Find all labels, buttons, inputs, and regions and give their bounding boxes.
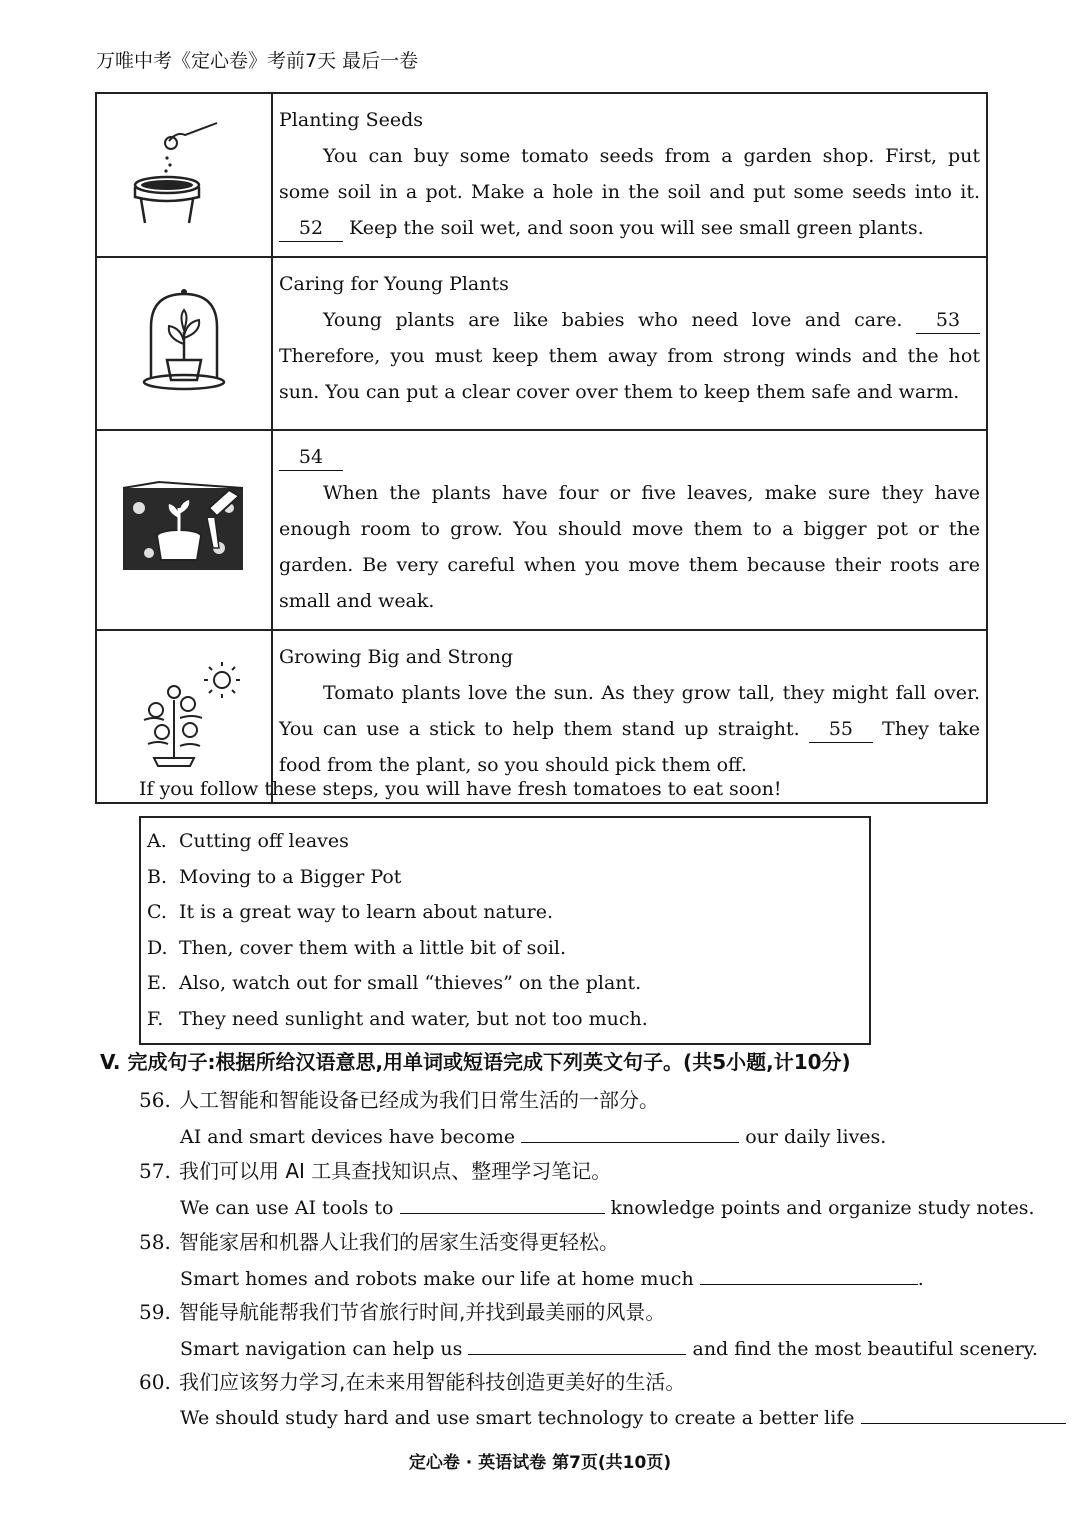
- answer-line-60: We should study hard and use smart technology to create a better life: [180, 1403, 1066, 1429]
- question-57: 57. 我们可以用 AI 工具查找知识点、整理学习笔记。: [139, 1159, 612, 1183]
- step-image-cell: [96, 93, 272, 257]
- page-footer: 定心卷 · 英语试卷 第7页(共10页): [408, 1453, 672, 1473]
- step-row: [96, 430, 987, 630]
- step-paragraph: When the plants have four or five leaves, make sure they have enough room to grow. You should move them to a bigger pot or the garden. Be very careful when you move them because their roots are small and weak.: [279, 482, 980, 612]
- option-item: D. Then, cover them with a little bit of soil.: [147, 936, 567, 959]
- transplant-icon: [119, 478, 249, 578]
- step-paragraph: Tomato plants love the sun. As they grow tall, they might fall over. You can use a stick to help them stand up straight. 55 They take food from the plant, so you should pick them off.: [279, 682, 980, 776]
- option-item: A. Cutting off leaves: [147, 830, 349, 852]
- answer-blank[interactable]: [521, 1122, 739, 1143]
- answer-line-56: AI and smart devices have become our daily lives.: [180, 1122, 886, 1148]
- answer-blank[interactable]: [700, 1264, 918, 1285]
- step-image-cell: [96, 257, 272, 430]
- seed-pot-icon: [129, 113, 239, 233]
- step-title: Planting Seeds: [279, 109, 423, 131]
- step-text-cell: [272, 430, 987, 630]
- blank-54[interactable]: 54: [279, 444, 343, 471]
- step-text-cell: [272, 93, 987, 257]
- step-title: [279, 439, 980, 475]
- answer-line-58: Smart homes and robots make our life at home much .: [180, 1264, 924, 1290]
- step-image-cell: [96, 430, 272, 630]
- answer-blank[interactable]: [400, 1193, 605, 1214]
- option-item: E. Also, watch out for small “thieves” on the plant.: [147, 972, 642, 994]
- question-59: 59. 智能导航能帮我们节省旅行时间,并找到最美丽的风景。: [139, 1300, 666, 1324]
- steps-table: [95, 92, 988, 804]
- answer-blank[interactable]: [861, 1403, 1066, 1424]
- step-title: Growing Big and Strong: [279, 646, 514, 668]
- option-item: B. Moving to a Bigger Pot: [147, 865, 402, 888]
- blank-52[interactable]: 52: [279, 215, 343, 242]
- blank-55[interactable]: 55: [809, 716, 873, 743]
- step-paragraph: You can buy some tomato seeds from a garden shop. First, put some soil in a pot. Make a hole in the soil and put some seeds into it. 52 Keep the soil wet, and soon you will see small green plants.: [279, 138, 980, 246]
- section-title: V. 完成句子:根据所给汉语意思,用单词或短语完成下列英文句子。(共5小题,计10分): [100, 1050, 851, 1074]
- answer-blank[interactable]: [468, 1334, 686, 1355]
- step-text-cell: [272, 257, 987, 430]
- passage-ending: If you follow these steps, you will have fresh tomatoes to eat soon!: [139, 778, 782, 800]
- blank-53[interactable]: 53: [916, 307, 980, 334]
- sun-tomato-icon: [124, 660, 244, 770]
- step-title: Caring for Young Plants: [279, 273, 509, 295]
- plant-cover-icon: [129, 282, 239, 402]
- step-row: [96, 257, 987, 430]
- question-56: 56. 人工智能和智能设备已经成为我们日常生活的一部分。: [139, 1088, 659, 1112]
- question-60: 60. 我们应该努力学习,在未来用智能科技创造更美好的生活。: [139, 1370, 686, 1394]
- question-58: 58. 智能家居和机器人让我们的居家生活变得更轻松。: [139, 1230, 619, 1254]
- answer-line-59: Smart navigation can help us and find the most beautiful scenery.: [180, 1334, 1038, 1360]
- answer-line-57: We can use AI tools to knowledge points and organize study notes.: [180, 1193, 1035, 1219]
- option-item: C. It is a great way to learn about nature.: [147, 901, 554, 923]
- step-paragraph: Young plants are like babies who need love and care. 53 Therefore, you must keep them away from strong winds and the hot sun. You can put a clear cover over them to keep them safe and warm.: [279, 309, 980, 403]
- option-item: F. They need sunlight and water, but not too much.: [147, 1007, 648, 1030]
- sun-icon: [204, 662, 240, 698]
- options-box: [139, 816, 871, 1045]
- page-header: 万唯中考《定心卷》考前7天 最后一卷: [96, 50, 419, 72]
- step-row: [96, 93, 987, 257]
